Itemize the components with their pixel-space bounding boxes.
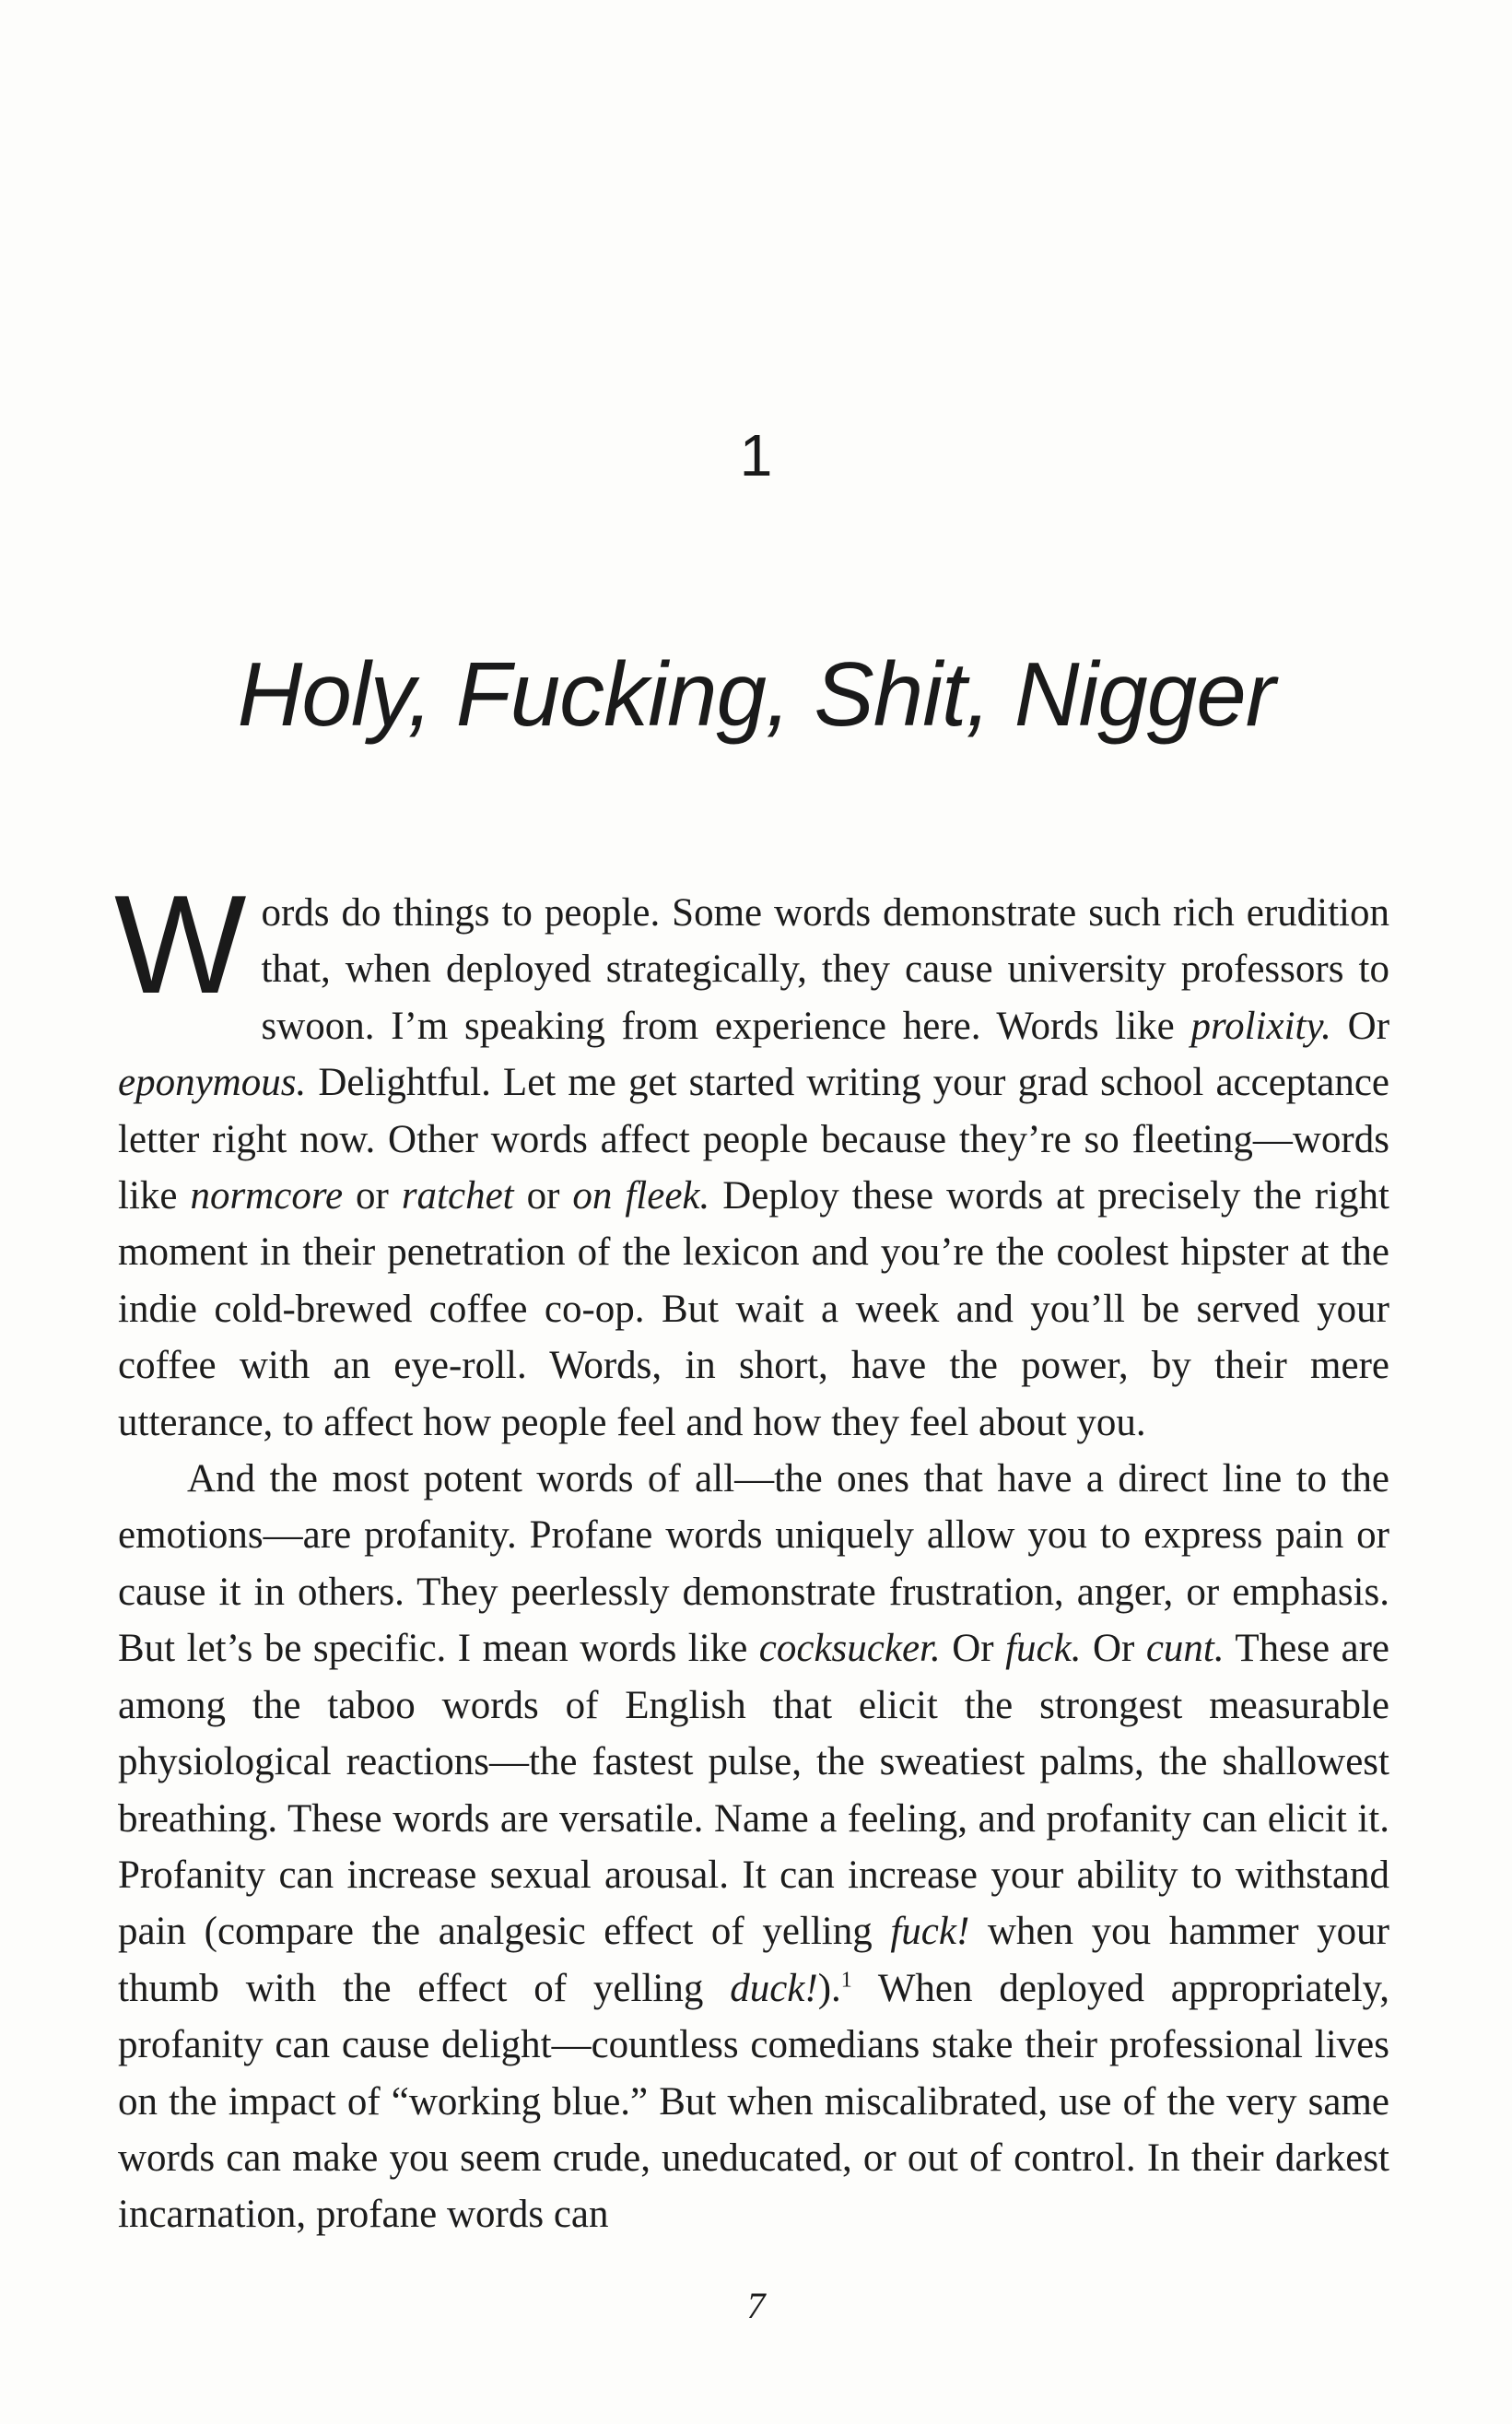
- paragraph-2: [118, 1451, 1389, 2243]
- italic-term: prolixity.: [1190, 1004, 1331, 1048]
- italic-term: ratchet: [401, 1174, 514, 1218]
- italic-term: duck!: [730, 1966, 818, 2010]
- chapter-title: Holy, Fucking, Shit, Nigger: [237, 643, 1275, 745]
- italic-term: on fleek.: [572, 1174, 710, 1218]
- text-run: Or: [1081, 1627, 1146, 1671]
- text-run: Deploy these words at precisely the right moment in their penetration of the lexicon and you’re the coolest hipster at the indie cold-brewed coffee co-op. But wait a week and you’ll be served your coffee with an eye-roll. Words, in short, have the power, by their mere utterance, to affect how people feel and how they feel about you.: [118, 1174, 1390, 1444]
- italic-term: eponymous.: [118, 1061, 307, 1105]
- paragraph-1: [114, 866, 1390, 1451]
- text-run: Or: [1330, 1004, 1390, 1048]
- text-run: ords do things to people. Some words demonstrate such rich erudition that, when deployed strategically, they cause university professors to swoon. I’m speaking from experience here. Words like: [261, 891, 1389, 1048]
- text-run: And the most potent words of all—the ones that have a direct line to the emotions—are profanity. Profane words uniquely allow you to express pain or cause it in others. They peerlessly demonstrate frustration, anger, or emphasis. But let’s be specific. I mean words like: [118, 1457, 1389, 1671]
- italic-term: normcore: [190, 1174, 344, 1218]
- italic-term: cocksucker.: [758, 1627, 941, 1671]
- text-run: When deployed appropriately, profanity can cause delight—countless comedians stake their professional lives on the impact of “working blue.” But when miscalibrated, use of the very same words can make you seem crude, uneducated, or out of control. In their darkest incarnation, profane words can: [118, 1966, 1389, 2237]
- text-run: or: [343, 1174, 402, 1218]
- text-run: or: [513, 1174, 573, 1218]
- chapter-body: [114, 866, 1390, 2243]
- text-run: ).: [817, 1966, 841, 2010]
- text-run: Delightful. Let me get started writing your grad school acceptance letter right now. Other words affect people because they’re so fleeting—words like: [118, 1061, 1389, 1218]
- italic-term: cunt.: [1145, 1627, 1225, 1671]
- italic-term: fuck!: [890, 1910, 970, 1954]
- footnote-marker: 1: [840, 1968, 852, 1993]
- drop-cap: W: [114, 866, 247, 1023]
- italic-term: fuck.: [1005, 1627, 1082, 1671]
- chapter-number: 1: [739, 422, 773, 488]
- text-run: Or: [940, 1627, 1006, 1671]
- page-number: 7: [746, 2285, 766, 2326]
- text-run: when you hammer your thumb with the effect of yelling: [118, 1910, 1389, 2010]
- text-run: These are among the taboo words of English that elicit the strongest measurable physiological reactions—the fastest pulse, the sweatiest palms, the shallowest breathing. These words are versatile. Name a feeling, and profanity can elicit it. Profanity can increase sexual arousal. It can increase your ability to withstand pain (compare the analgesic effect of yelling: [118, 1627, 1390, 1954]
